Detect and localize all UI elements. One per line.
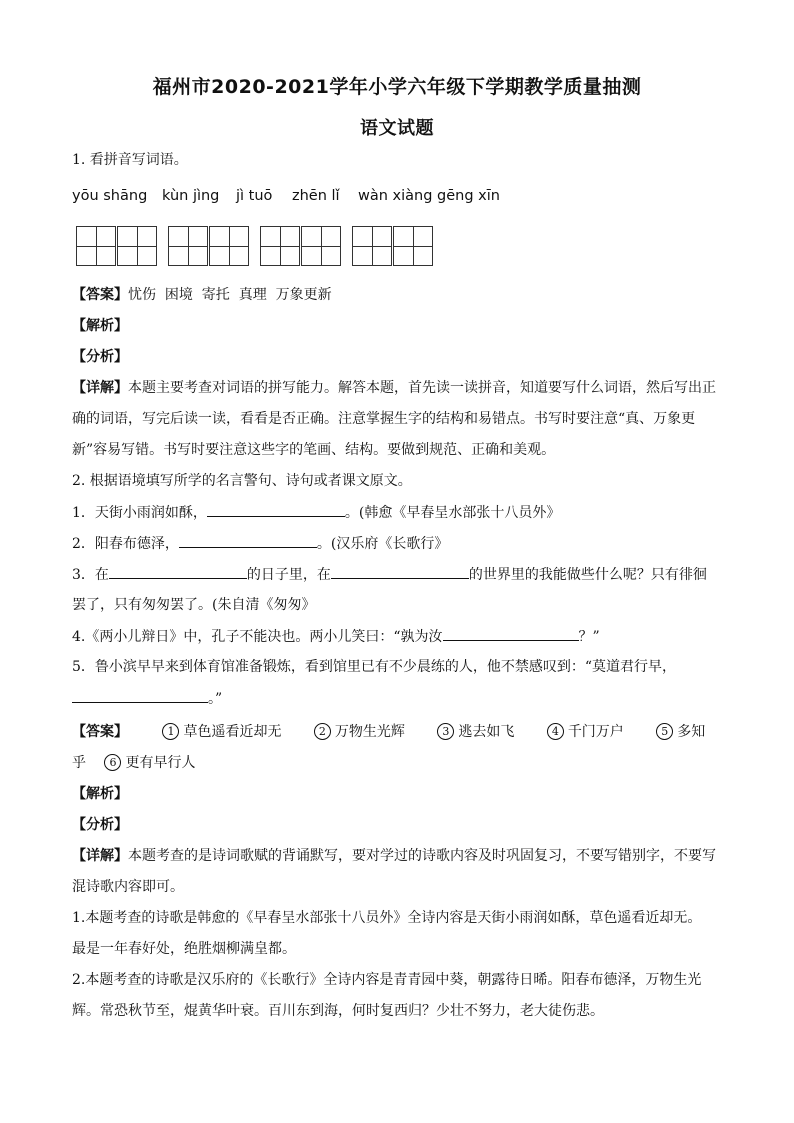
- tianzige-cell[interactable]: [260, 226, 300, 266]
- q1-detail-line-3: 新”容易写错。书写时要注意这些字的笔画、结构。要做到规范、正确和美观。: [72, 442, 556, 458]
- tianzige-cell[interactable]: [117, 226, 157, 266]
- sentence-text: 的日子里，在: [246, 567, 331, 583]
- q2-detail-line-2: 混诗歌内容即可。: [72, 879, 184, 895]
- circled-number: 1: [162, 723, 179, 740]
- q2-sentence-4: [72, 626, 732, 647]
- q2-answer: [72, 722, 732, 742]
- circled-number: 5: [656, 723, 673, 740]
- q1-detail-text: 本题主要考查对词语的拼写能力。解答本题，首先读一读拼音，知道要写什么词语，然后写出正: [128, 380, 716, 396]
- pinyin-1: yōu shāng: [72, 188, 148, 204]
- pinyin-4: zhēn lǐ: [292, 188, 340, 204]
- tianzige-cell[interactable]: [352, 226, 392, 266]
- sentence-text: 的世界里的我能做些什么呢？只有徘徊: [468, 567, 707, 583]
- answer-text: 更有早行人: [125, 755, 196, 771]
- sentence-text: ？”: [578, 629, 600, 645]
- q2-fenxi: 【分析】: [72, 817, 128, 833]
- writing-grid-4[interactable]: [352, 226, 433, 268]
- writing-grid-2[interactable]: [168, 226, 249, 268]
- q2-sentence-5-cont: [72, 688, 732, 709]
- answer-text: 乎: [72, 755, 86, 771]
- q2-sentence-2: [72, 533, 732, 554]
- circled-number: 4: [547, 723, 564, 740]
- q2-answer-cont: [72, 753, 732, 773]
- q2-jiexi: 【解析】: [72, 786, 128, 802]
- detail-tag: 【详解】: [72, 380, 128, 396]
- pinyin-2: kùn jìng: [162, 188, 220, 204]
- fill-blank[interactable]: [207, 502, 345, 517]
- q1-prompt: 1. 看拼音写词语。: [72, 152, 188, 168]
- q2-detail-1-line-1: 1.本题考查的诗歌是韩愈的《早春呈水部张十八员外》全诗内容是天街小雨润如酥，草色遥看近却无。: [72, 910, 702, 926]
- page-subtitle: 语文试题: [360, 118, 434, 139]
- page-title: 福州市2020-2021学年小学六年级下学期教学质量抽测: [152, 76, 642, 98]
- q2-sentence-3: [72, 564, 732, 585]
- answer-text: 草色遥看近却无: [183, 724, 282, 740]
- tianzige-cell[interactable]: [301, 226, 341, 266]
- q2-detail-text: 本题考查的是诗词歌赋的背诵默写，要对学过的诗歌内容及时巩固复习，不要写错别字，不要写: [128, 848, 716, 864]
- answer-text: 万物生光辉: [334, 724, 405, 740]
- sentence-text: 4.《两小儿辩日》中，孔子不能决也。两小儿笑曰：“孰为汝: [72, 629, 443, 645]
- pinyin-5: wàn xiàng gēng xīn: [358, 188, 500, 204]
- circled-number: 3: [437, 723, 454, 740]
- answer-item: [162, 724, 281, 740]
- q1-detail-line-1: [72, 378, 732, 398]
- q1-detail-line-2: 确的词语，写完后读一读，看看是否正确。注意掌握生字的结构和易错点。书写时要注意“真、万象更: [72, 411, 696, 427]
- fill-blank[interactable]: [443, 626, 579, 641]
- tianzige-cell[interactable]: [209, 226, 249, 266]
- q2-detail-line-1: [72, 846, 732, 866]
- tianzige-cell[interactable]: [168, 226, 208, 266]
- sentence-text: 。(韩愈《早春呈水部张十八员外》: [344, 505, 561, 521]
- answer-item: [437, 724, 514, 740]
- q1-answer-text: 忧伤 困境 寄托 真理 万象更新: [128, 287, 332, 303]
- sentence-text: 2．阳春布德泽，: [72, 536, 179, 552]
- tianzige-cell[interactable]: [76, 226, 116, 266]
- q1-fenxi: 【分析】: [72, 349, 128, 365]
- fill-blank[interactable]: [331, 564, 469, 579]
- answer-tag: 【答案】: [72, 287, 128, 303]
- circled-number: 2: [314, 723, 331, 740]
- q2-detail-1-line-2: 最是一年春好处，绝胜烟柳满皇都。: [72, 941, 296, 957]
- fill-blank[interactable]: [179, 533, 317, 548]
- answer-item: [314, 724, 405, 740]
- answer-text: 千门万户: [567, 724, 624, 740]
- fill-blank[interactable]: [109, 564, 247, 579]
- detail-tag: 【详解】: [72, 848, 128, 864]
- sentence-text: 。(汉乐府《长歌行》: [316, 536, 449, 552]
- fill-blank[interactable]: [72, 688, 208, 703]
- answer-tag: 【答案】: [72, 724, 128, 740]
- writing-grid-1[interactable]: [76, 226, 157, 268]
- pinyin-3: jì tuō: [236, 188, 273, 204]
- answer-item: [547, 724, 624, 740]
- sentence-text: 1．天街小雨润如酥，: [72, 505, 207, 521]
- writing-grid-3[interactable]: [260, 226, 341, 268]
- q1-answer: [72, 285, 732, 305]
- q2-detail-2-line-2: 辉。常恐秋节至，焜黄华叶衰。百川东到海，何时复西归？少壮不努力，老大徒伤悲。: [72, 1003, 604, 1019]
- answer-item: [656, 724, 705, 740]
- q2-sentence-5: 5．鲁小滨早早来到体育馆准备锻炼，看到馆里已有不少晨练的人，他不禁感叹到：“莫道君行早，: [72, 659, 677, 675]
- q2-sentence-3-cont: 罢了，只有匆匆罢了。(朱自清《匆匆》: [72, 597, 316, 613]
- answer-text: 逃去如飞: [458, 724, 515, 740]
- answer-text: 多知: [677, 724, 706, 740]
- q2-prompt: 2. 根据语境填写所学的名言警句、诗句或者课文原文。: [72, 473, 412, 489]
- answer-item: [104, 755, 195, 771]
- q1-jiexi: 【解析】: [72, 318, 128, 334]
- circled-number: 6: [104, 754, 121, 771]
- q2-detail-2-line-1: 2.本题考查的诗歌是汉乐府的《长歌行》全诗内容是青青园中葵，朝露待日晞。阳春布德泽，万物生光: [72, 972, 702, 988]
- sentence-text: 。”: [208, 691, 223, 707]
- tianzige-cell[interactable]: [393, 226, 433, 266]
- sentence-text: 3．在: [72, 567, 109, 583]
- q2-sentence-1: [72, 502, 732, 523]
